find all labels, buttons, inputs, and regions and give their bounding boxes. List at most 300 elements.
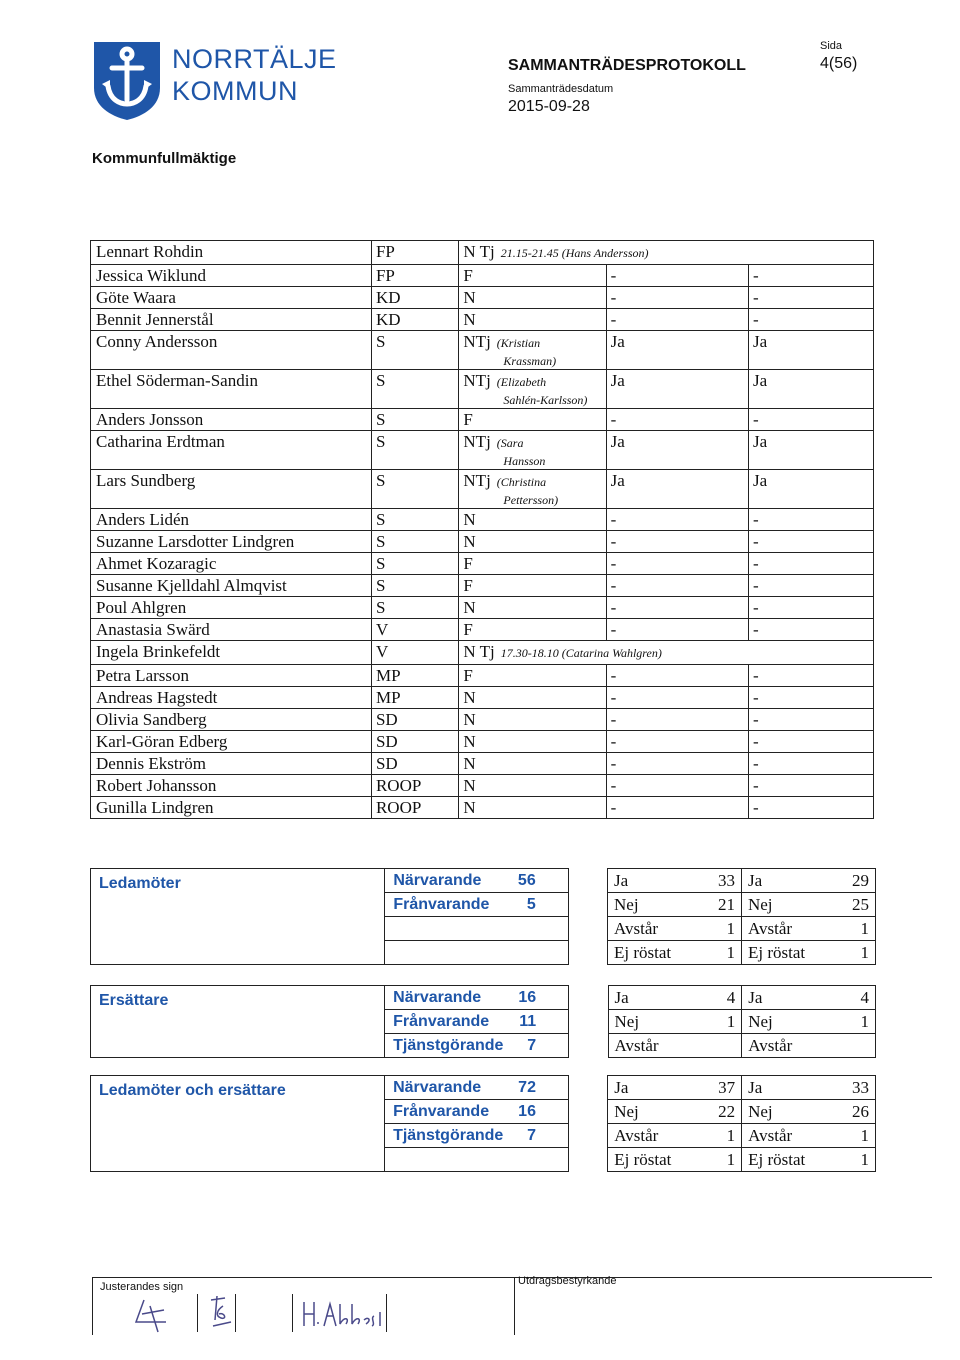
presence-code: F <box>463 576 473 595</box>
attendance-count: 16 <box>518 1103 536 1120</box>
vote-tally-v1 <box>608 869 742 965</box>
tally-label: Ja <box>614 1078 629 1097</box>
tally-label: Ja <box>747 871 763 890</box>
tally-row <box>742 1100 875 1124</box>
attendance-count: 72 <box>518 1079 536 1096</box>
attendance-count: 11 <box>519 1013 537 1030</box>
tally-label: Nej <box>614 1012 640 1031</box>
presence-code: NTj <box>463 471 491 490</box>
presence-code: N Tj <box>463 642 495 661</box>
member-party: V <box>371 641 458 665</box>
substitute-note: 17.30-18.10 (Catarina Wahlgren) <box>500 646 662 660</box>
attendance-row <box>385 1148 568 1171</box>
tally-row <box>742 1010 875 1034</box>
tally-label: Avstår <box>748 1126 793 1145</box>
table-row <box>91 641 874 665</box>
tally-row <box>742 869 875 893</box>
vote-1: - <box>606 687 748 709</box>
vote-1: Ja <box>606 470 748 509</box>
member-name: Conny Andersson <box>91 331 372 370</box>
presence-code: N <box>463 310 476 329</box>
attendance-cell <box>385 1076 569 1172</box>
table-row <box>91 470 874 509</box>
summary-table <box>90 985 876 1058</box>
vote-1: - <box>606 509 748 531</box>
tally-count: 22 <box>718 1102 736 1121</box>
tally-count: 33 <box>852 1078 869 1097</box>
member-party: V <box>371 619 458 641</box>
tally-label: Avstår <box>614 1036 659 1055</box>
vote-2: Ja <box>748 331 873 370</box>
vote-1: - <box>606 597 748 619</box>
sign-box-border <box>92 1277 93 1335</box>
attendance-count: 7 <box>527 1037 537 1054</box>
table-row <box>91 709 874 731</box>
table-row <box>91 797 874 819</box>
member-name: Suzanne Larsdotter Lindgren <box>91 531 372 553</box>
tally-row <box>608 1124 741 1148</box>
vote-2: - <box>748 665 873 687</box>
tally-label: Ja <box>614 988 629 1007</box>
tally-count: 33 <box>717 871 735 890</box>
substitute-note: (Elizabeth <box>496 375 547 389</box>
vote-2: - <box>748 619 873 641</box>
table-row <box>91 753 874 775</box>
attendance-row <box>385 1034 568 1057</box>
member-party: S <box>371 331 458 370</box>
vote-2: - <box>748 687 873 709</box>
table-row <box>91 687 874 709</box>
page-label: Sida <box>820 40 843 52</box>
member-presence <box>459 287 606 309</box>
member-party: SD <box>371 731 458 753</box>
vote-1: - <box>606 753 748 775</box>
tally-count: 1 <box>726 943 735 962</box>
member-presence <box>459 687 606 709</box>
tally-count: 1 <box>726 919 735 938</box>
tally-row <box>608 869 741 893</box>
table-row <box>91 265 874 287</box>
tally-count: 1 <box>860 1012 869 1031</box>
member-presence <box>459 265 606 287</box>
tally-label: Ja <box>748 1078 763 1097</box>
vote-1: - <box>606 409 748 431</box>
member-presence <box>459 241 874 265</box>
tally-label: Nej <box>614 1102 639 1121</box>
vote-2: - <box>748 575 873 597</box>
table-row <box>91 331 874 370</box>
member-presence <box>459 619 606 641</box>
vote-2: - <box>748 775 873 797</box>
meeting-date-label: Sammanträdesdatum <box>508 83 614 95</box>
presence-code: N Tj <box>463 242 495 261</box>
vote-1: - <box>606 265 748 287</box>
tally-count: 21 <box>717 895 735 914</box>
vote-2: Ja <box>748 470 873 509</box>
spacer <box>569 986 608 1058</box>
tally-label: Avstår <box>614 919 659 938</box>
member-name: Karl-Göran Edberg <box>91 731 372 753</box>
attendance-count <box>536 917 560 940</box>
table-row <box>91 597 874 619</box>
substitute-note-cont: Hansson <box>503 454 546 468</box>
table-row <box>91 409 874 431</box>
vote-1: - <box>606 797 748 819</box>
attendance-count: 56 <box>517 872 536 889</box>
attendance-row <box>385 1124 568 1148</box>
member-party: SD <box>371 709 458 731</box>
footer-divider <box>92 1277 932 1278</box>
vote-1: - <box>606 665 748 687</box>
tally-row <box>742 986 875 1010</box>
member-party: MP <box>371 665 458 687</box>
substitute-note: (Christina <box>496 475 547 489</box>
vote-1: - <box>606 553 748 575</box>
attendance-cell <box>385 869 568 965</box>
vote-2: - <box>748 553 873 575</box>
member-presence <box>459 553 606 575</box>
member-party: ROOP <box>371 797 458 819</box>
vote-tally-v2 <box>741 869 875 965</box>
tally-row <box>742 1076 875 1100</box>
presence-code: N <box>463 532 476 551</box>
attendance-label: Tjänstgörande <box>393 1127 504 1144</box>
anchor-crest-icon <box>92 40 162 122</box>
cert-label: Utdragsbestyrkande <box>518 1275 617 1287</box>
member-party: MP <box>371 687 458 709</box>
attendance-count: 7 <box>527 1127 536 1144</box>
tally-row <box>742 1034 875 1057</box>
vote-2: - <box>748 509 873 531</box>
sign-divider <box>292 1294 293 1332</box>
body-name: Kommunfullmäktige <box>92 150 237 167</box>
summary-table <box>90 868 876 965</box>
table-row <box>91 309 874 331</box>
member-name: Anders Lidén <box>91 509 372 531</box>
member-presence <box>459 509 606 531</box>
substitute-note-cont: Krassman) <box>503 354 557 368</box>
member-presence <box>459 370 606 409</box>
member-presence <box>459 470 606 509</box>
tally-count: 1 <box>860 943 869 962</box>
substitute-note: (Sara <box>496 436 524 450</box>
tally-label: Avstår <box>748 1036 793 1055</box>
member-presence <box>459 575 606 597</box>
signature-1 <box>130 1296 180 1334</box>
member-party: S <box>371 597 458 619</box>
table-row <box>91 665 874 687</box>
member-party: ROOP <box>371 775 458 797</box>
tally-row <box>608 893 741 917</box>
member-party: S <box>371 470 458 509</box>
attendance-row <box>385 941 567 964</box>
presence-code: N <box>463 510 476 529</box>
attendance-label: Närvarande <box>393 989 482 1006</box>
sign-divider <box>235 1294 236 1332</box>
presence-code: F <box>463 266 473 285</box>
attendance-count <box>536 1148 560 1171</box>
tally-row <box>609 1010 742 1034</box>
member-name: Jessica Wiklund <box>91 265 372 287</box>
member-name: Ahmet Kozaragic <box>91 553 372 575</box>
vote-2: - <box>748 309 873 331</box>
tally-row <box>742 917 875 941</box>
presence-code: F <box>463 554 473 573</box>
vote-tally-v2 <box>742 986 876 1058</box>
vote-1: - <box>606 531 748 553</box>
member-name: Catharina Erdtman <box>91 431 372 470</box>
member-presence <box>459 409 606 431</box>
cert-box-border <box>514 1277 515 1335</box>
vote-1: Ja <box>606 431 748 470</box>
vote-1: - <box>606 709 748 731</box>
tally-row <box>742 941 875 964</box>
presence-code: N <box>463 288 476 307</box>
vote-tally-v1 <box>608 1076 742 1172</box>
member-party: KD <box>371 309 458 331</box>
org-name-line2: KOMMUN <box>172 76 298 106</box>
substitute-note: (Kristian <box>496 336 541 350</box>
summary-label: Ledamöter <box>91 869 385 965</box>
tally-count: 1 <box>726 1012 736 1031</box>
vote-2: Ja <box>748 370 873 409</box>
tally-row <box>609 986 742 1010</box>
member-party: S <box>371 431 458 470</box>
member-name: Poul Ahlgren <box>91 597 372 619</box>
attendance-row <box>385 1010 568 1034</box>
member-presence <box>459 309 606 331</box>
presence-code: NTj <box>463 371 491 390</box>
vote-1: - <box>606 309 748 331</box>
tally-label: Ja <box>614 871 629 890</box>
table-row <box>91 775 874 797</box>
member-presence <box>459 731 606 753</box>
member-name: Olivia Sandberg <box>91 709 372 731</box>
member-presence <box>459 331 606 370</box>
vote-1: - <box>606 775 748 797</box>
table-row <box>91 241 874 265</box>
summary-label: Ledamöter och ersättare <box>91 1076 385 1172</box>
vote-1: - <box>606 731 748 753</box>
tally-row <box>742 1148 875 1171</box>
vote-2: - <box>748 797 873 819</box>
attendance-row <box>385 893 567 917</box>
org-name-line1: NORRTÄLJE <box>172 44 337 74</box>
member-presence <box>459 665 606 687</box>
tally-row <box>608 1076 741 1100</box>
presence-code: F <box>463 620 473 639</box>
member-name: Gunilla Lindgren <box>91 797 372 819</box>
meeting-date: 2015-09-28 <box>508 98 590 115</box>
attendance-cell <box>385 986 569 1058</box>
member-party: FP <box>371 265 458 287</box>
tally-label: Ja <box>748 988 763 1007</box>
attendance-label: Närvarande <box>393 1079 482 1096</box>
tally-row <box>742 1124 875 1148</box>
spacer <box>568 1076 607 1172</box>
attendance-row <box>385 917 567 941</box>
tally-count: 26 <box>852 1102 869 1121</box>
vote-table <box>90 240 874 819</box>
vote-1: Ja <box>606 331 748 370</box>
vote-1: - <box>606 575 748 597</box>
tally-row <box>608 1148 741 1171</box>
member-party: SD <box>371 753 458 775</box>
signature-3 <box>300 1296 384 1332</box>
tally-count: 4 <box>726 988 736 1007</box>
member-name: Robert Johansson <box>91 775 372 797</box>
vote-2: Ja <box>748 431 873 470</box>
substitute-note-cont: Pettersson) <box>503 493 559 507</box>
member-party: S <box>371 575 458 597</box>
member-name: Bennit Jennerstål <box>91 309 372 331</box>
table-row <box>91 575 874 597</box>
attendance-row <box>385 1100 568 1124</box>
tally-count: 29 <box>852 871 869 890</box>
tally-label: Ej röstat <box>614 1150 672 1169</box>
vote-tally-v2 <box>742 1076 876 1172</box>
attendance-count: 5 <box>526 896 536 913</box>
vote-2: - <box>748 597 873 619</box>
member-presence <box>459 797 606 819</box>
tally-label: Ej röstat <box>614 943 672 962</box>
tally-label: Nej <box>748 1012 773 1031</box>
attendance-row <box>385 1076 568 1100</box>
member-presence <box>459 753 606 775</box>
table-row <box>91 531 874 553</box>
member-name: Dennis Ekström <box>91 753 372 775</box>
tally-label: Avstår <box>747 919 793 938</box>
attendance-count <box>536 941 560 964</box>
tally-count: 4 <box>860 988 869 1007</box>
vote-1: - <box>606 619 748 641</box>
sign-divider <box>197 1294 198 1332</box>
member-name: Andreas Hagstedt <box>91 687 372 709</box>
member-presence <box>459 531 606 553</box>
tally-label: Ej röstat <box>748 1150 806 1169</box>
vote-2: - <box>748 753 873 775</box>
member-presence <box>459 775 606 797</box>
tally-count: 1 <box>726 1126 736 1145</box>
signature-2 <box>205 1292 235 1332</box>
vote-tally-v1 <box>608 986 742 1058</box>
presence-code: F <box>463 666 473 685</box>
presence-code: N <box>463 776 476 795</box>
tally-count: 25 <box>852 895 869 914</box>
page-number: 4(56) <box>820 55 858 72</box>
member-presence <box>459 597 606 619</box>
member-name: Ingela Brinkefeldt <box>91 641 372 665</box>
tally-label: Nej <box>614 895 639 914</box>
attendance-label: Frånvarande <box>393 1103 490 1120</box>
attendance-row <box>385 986 568 1010</box>
presence-code: N <box>463 598 476 617</box>
member-party: S <box>371 509 458 531</box>
tally-label: Ej röstat <box>747 943 806 962</box>
member-name: Lennart Rohdin <box>91 241 372 265</box>
attendance-label: Tjänstgörande <box>393 1037 504 1054</box>
tally-count: 1 <box>860 919 869 938</box>
member-name: Petra Larsson <box>91 665 372 687</box>
vote-2: - <box>748 709 873 731</box>
presence-code: N <box>463 688 476 707</box>
vote-2: - <box>748 409 873 431</box>
attendance-label: Närvarande <box>393 872 482 889</box>
substitute-note-cont: Sahlén-Karlsson) <box>503 393 588 407</box>
tally-count: 1 <box>860 1126 869 1145</box>
sign-divider <box>386 1294 387 1332</box>
presence-code: NTj <box>463 432 491 451</box>
member-presence <box>459 709 606 731</box>
substitute-note: 21.15-21.45 (Hans Andersson) <box>500 246 649 260</box>
tally-count: 37 <box>718 1078 736 1097</box>
member-name: Ethel Söderman-Sandin <box>91 370 372 409</box>
tally-row <box>608 1100 741 1124</box>
presence-code: N <box>463 754 476 773</box>
tally-row <box>608 941 741 964</box>
member-name: Anders Jonsson <box>91 409 372 431</box>
vote-2: - <box>748 731 873 753</box>
table-row <box>91 553 874 575</box>
table-row <box>91 619 874 641</box>
member-presence <box>459 641 874 665</box>
member-party: S <box>371 531 458 553</box>
member-party: S <box>371 409 458 431</box>
presence-code: N <box>463 732 476 751</box>
table-row <box>91 287 874 309</box>
attendance-count: 16 <box>518 989 537 1006</box>
table-row <box>91 509 874 531</box>
tally-row <box>609 1034 742 1057</box>
attendance-label: Frånvarande <box>393 896 490 913</box>
tally-count: 1 <box>726 1150 736 1169</box>
member-party: S <box>371 553 458 575</box>
vote-2: - <box>748 287 873 309</box>
tally-row <box>742 893 875 917</box>
tally-label: Nej <box>747 895 773 914</box>
document-title: SAMMANTRÄDESPROTOKOLL <box>508 57 746 74</box>
tally-label: Avstår <box>614 1126 659 1145</box>
presence-code: N <box>463 710 476 729</box>
member-name: Susanne Kjelldahl Almqvist <box>91 575 372 597</box>
summary-table <box>90 1075 876 1172</box>
member-name: Lars Sundberg <box>91 470 372 509</box>
vote-2: - <box>748 531 873 553</box>
vote-1: - <box>606 287 748 309</box>
sign-label: Justerandes sign <box>100 1281 184 1293</box>
table-row <box>91 731 874 753</box>
member-presence <box>459 431 606 470</box>
member-party: KD <box>371 287 458 309</box>
tally-row <box>608 917 741 941</box>
member-party: FP <box>371 241 458 265</box>
vote-1: Ja <box>606 370 748 409</box>
table-row <box>91 431 874 470</box>
presence-code: NTj <box>463 332 491 351</box>
tally-label: Nej <box>748 1102 773 1121</box>
spacer <box>568 869 607 965</box>
vote-2: - <box>748 265 873 287</box>
summary-label: Ersättare <box>91 986 385 1058</box>
member-party: S <box>371 370 458 409</box>
member-name: Anastasia Swärd <box>91 619 372 641</box>
attendance-label: Frånvarande <box>393 1013 490 1030</box>
attendance-row <box>385 869 567 893</box>
presence-code: F <box>463 410 473 429</box>
member-name: Göte Waara <box>91 287 372 309</box>
tally-count: 1 <box>860 1150 869 1169</box>
table-row <box>91 370 874 409</box>
